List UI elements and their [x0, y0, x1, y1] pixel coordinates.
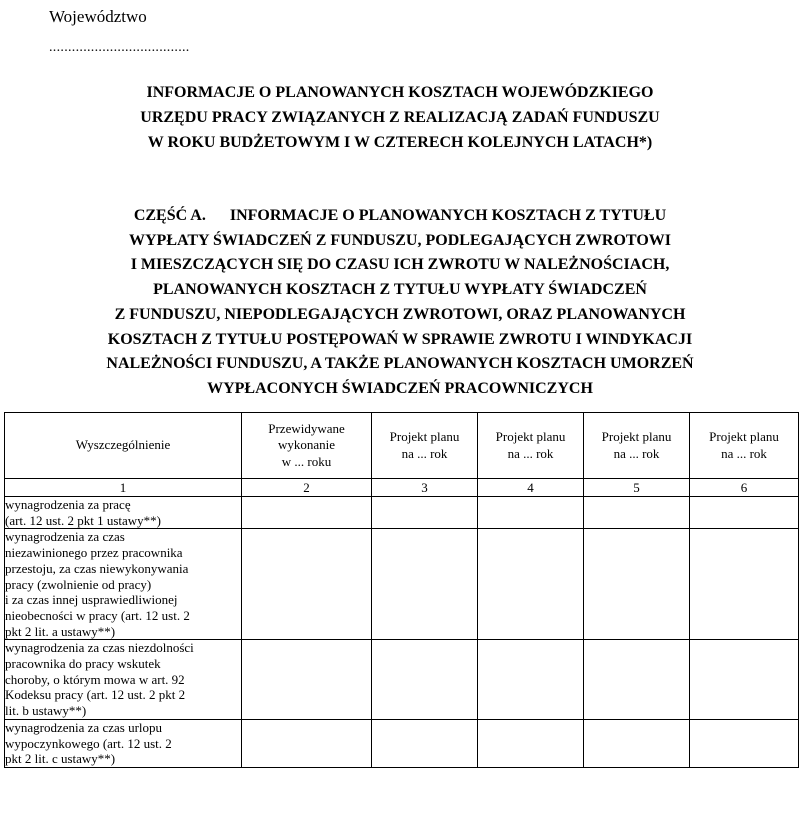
row-line: niezawinionego przez pracownika	[5, 545, 183, 561]
header-line: na ... rok	[613, 445, 660, 461]
part-a-line: WYPŁACONYCH ŚWIADCZEŃ PRACOWNICZYCH	[207, 379, 593, 397]
column-number: 2	[242, 479, 372, 497]
part-a-line: NALEŻNOŚCI FUNDUSZU, A TAKŻE PLANOWANYCH KOSZTACH UMORZEŃ	[106, 355, 694, 373]
header-expected-execution	[242, 413, 372, 479]
costs-table	[4, 412, 799, 768]
title-line: INFORMACJE O PLANOWANYCH KOSZTACH WOJEWÓDZKIEGO	[146, 84, 654, 101]
part-a-line: KOSZTACH Z TYTUŁU POSTĘPOWAŃ W SPRAWIE ZWROTU I WINDYKACJI	[107, 330, 693, 348]
row-line: wynagrodzenia za czas	[5, 529, 125, 545]
row-line: przestoju, za czas niewykonywania	[5, 560, 189, 576]
header-plan-draft-3	[584, 413, 690, 479]
row-line: (art. 12 ust. 2 pkt 1 ustawy**)	[5, 512, 161, 528]
value-cell[interactable]	[242, 640, 372, 720]
table-header-row	[5, 413, 799, 479]
column-number: 6	[690, 479, 799, 497]
column-number: 4	[478, 479, 584, 497]
header-line: wykonanie	[277, 437, 336, 453]
value-cell[interactable]	[372, 640, 478, 720]
document-title	[0, 80, 800, 155]
row-description	[5, 529, 242, 640]
header-plan-draft-1	[372, 413, 478, 479]
value-cell[interactable]	[584, 529, 690, 640]
row-line: wynagrodzenia za pracę	[5, 497, 131, 512]
header-line: Projekt planu	[389, 429, 460, 444]
value-cell[interactable]	[242, 529, 372, 640]
row-description	[5, 497, 242, 529]
value-cell[interactable]	[478, 529, 584, 640]
row-description	[5, 719, 242, 767]
header-specification: Wyszczególnienie	[5, 413, 242, 479]
part-a-line: I MIESZCZĄCYCH SIĘ DO CZASU ICH ZWROTU W NALEŻNOŚCIACH,	[130, 256, 670, 274]
table-row	[5, 529, 799, 640]
header-line: Projekt planu	[495, 429, 566, 444]
part-a-line: Z FUNDUSZU, NIEPODLEGAJĄCYCH ZWROTOWI, ORAZ PLANOWANYCH	[114, 305, 686, 323]
value-cell[interactable]	[478, 497, 584, 529]
header-line: w ... roku	[281, 453, 332, 469]
value-cell[interactable]	[584, 719, 690, 767]
row-line: i za czas innej usprawiedliwionej	[5, 592, 178, 608]
table-row	[5, 640, 799, 720]
table-row	[5, 497, 799, 529]
header-line: Projekt planu	[709, 429, 779, 444]
value-cell[interactable]	[372, 719, 478, 767]
row-line: pracownika do pracy wskutek	[5, 656, 161, 672]
title-line: W ROKU BUDŻETOWYM I W CZTERECH KOLEJNYCH LATACH*)	[147, 134, 653, 151]
value-cell[interactable]	[372, 497, 478, 529]
value-cell[interactable]	[372, 529, 478, 640]
header-line: Przewidywane	[268, 420, 345, 436]
part-a-line	[0, 204, 800, 229]
part-a-line: PLANOWANYCH KOSZTACH Z TYTUŁU WYPŁATY ŚWIADCZEŃ	[153, 281, 647, 299]
title-line: URZĘDU PRACY ZWIĄZANYCH Z REALIZACJĄ ZADAŃ FUNDUSZU	[140, 109, 660, 126]
table-row	[5, 719, 799, 767]
part-a-label: CZĘŚĆ A.	[133, 207, 206, 224]
header-line: Projekt planu	[601, 429, 672, 444]
part-a-heading	[0, 204, 800, 402]
column-number-row	[5, 479, 799, 497]
row-line: lit. b ustawy**)	[5, 703, 87, 719]
value-cell[interactable]	[584, 497, 690, 529]
row-line: pracy (zwolnienie od pracy)	[5, 576, 152, 592]
row-line: pkt 2 lit. c ustawy**)	[5, 751, 116, 767]
value-cell[interactable]	[242, 719, 372, 767]
header-plan-draft-2	[478, 413, 584, 479]
column-number: 5	[584, 479, 690, 497]
value-cell[interactable]	[690, 719, 799, 767]
column-number: 3	[372, 479, 478, 497]
value-cell[interactable]	[690, 529, 799, 640]
value-cell[interactable]	[242, 497, 372, 529]
voivodeship-label: Województwo	[49, 7, 147, 26]
value-cell[interactable]	[690, 640, 799, 720]
row-line: nieobecności w pracy (art. 12 ust. 2	[5, 607, 190, 623]
voivodeship-fill-line: .....................................	[49, 40, 190, 55]
row-line: pkt 2 lit. a ustawy**)	[5, 623, 116, 639]
header-line: na ... rok	[507, 445, 554, 461]
column-number: 1	[5, 479, 242, 497]
row-line: wypoczynkowego (art. 12 ust. 2	[5, 735, 172, 751]
row-line: choroby, o którym mowa w art. 92	[5, 671, 185, 687]
part-a-line: WYPŁATY ŚWIADCZEŃ Z FUNDUSZU, PODLEGAJĄCYCH ZWROTOWI	[129, 231, 671, 249]
header-line: na ... rok	[401, 445, 448, 461]
part-a-line-text: INFORMACJE O PLANOWANYCH KOSZTACH Z TYTUŁU	[229, 207, 667, 224]
row-line: Kodeksu pracy (art. 12 ust. 2 pkt 2	[5, 687, 186, 703]
row-line: wynagrodzenia za czas urlopu	[5, 719, 163, 735]
header-plan-draft-4	[690, 413, 799, 479]
row-description	[5, 640, 242, 720]
header-line: na ... rok	[721, 445, 767, 461]
value-cell[interactable]	[584, 640, 690, 720]
row-line: wynagrodzenia za czas niezdolności	[5, 640, 194, 656]
value-cell[interactable]	[478, 719, 584, 767]
value-cell[interactable]	[690, 497, 799, 529]
value-cell[interactable]	[478, 640, 584, 720]
